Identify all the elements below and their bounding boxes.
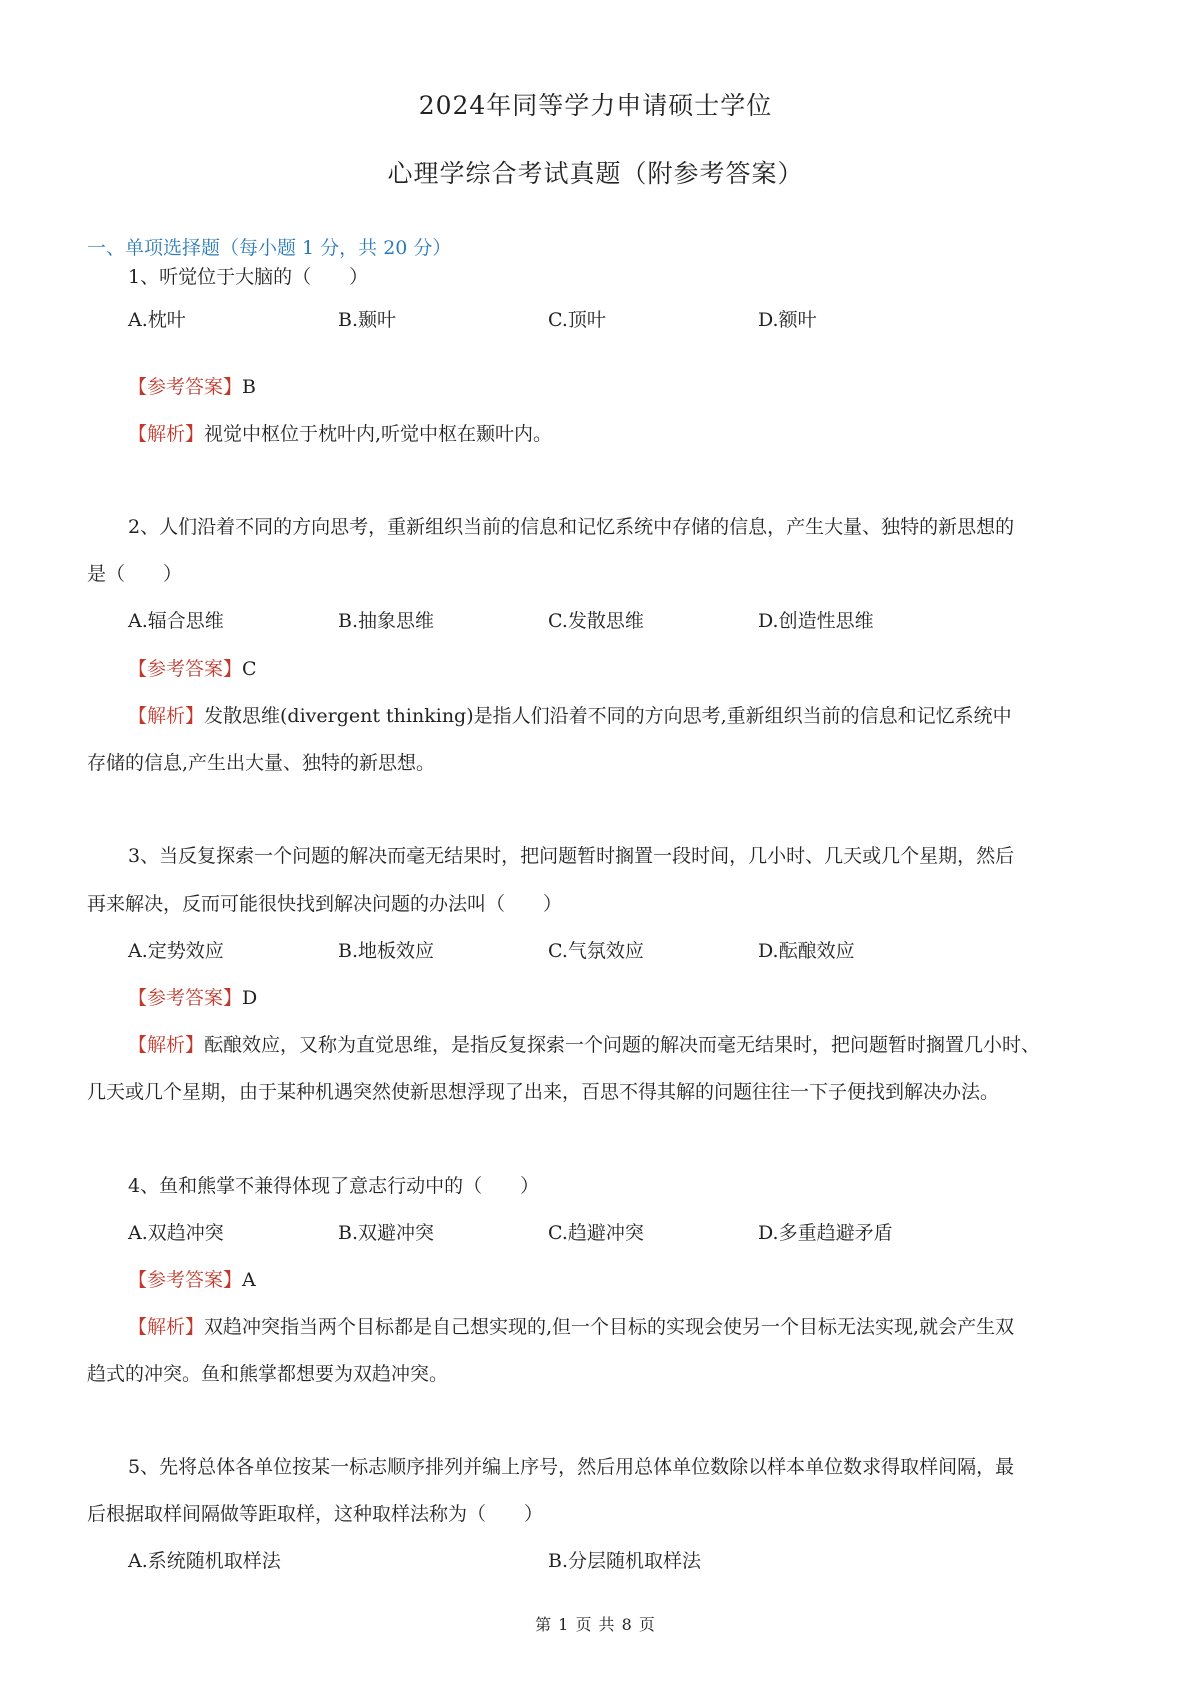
answer-value: D	[242, 987, 258, 1009]
question-5-stem-line-2: 后根据取样间隔做等距取样，这种取样法称为（ ）	[87, 1503, 544, 1525]
question-2-stem-line-1: 2、人们沿着不同的方向思考，重新组织当前的信息和记忆系统中存储的信息，产生大量、独特的新思想的	[128, 516, 1015, 538]
answer-label: 【参考答案】	[128, 1269, 243, 1291]
question-3-option-a: A.定势效应	[128, 940, 224, 962]
question-4-option-a: A.双趋冲突	[128, 1222, 224, 1244]
analysis-text: 双趋冲突指当两个目标都是自己想实现的,但一个目标的实现会使另一个目标无法实现,就会产生双	[204, 1316, 1015, 1338]
question-4-option-d: D.多重趋避矛盾	[758, 1222, 893, 1244]
question-2-analysis-line-1	[128, 701, 1012, 728]
analysis-text: 发散思维(divergent thinking)是指人们沿着不同的方向思考,重新组织当前的信息和记忆系统中	[204, 705, 1012, 727]
analysis-label: 【解析】	[128, 423, 205, 445]
question-2-option-d: D.创造性思维	[758, 610, 874, 632]
question-4-analysis-line-2: 趋式的冲突。鱼和熊掌都想要为双趋冲突。	[87, 1363, 449, 1385]
question-2-answer	[128, 654, 257, 681]
analysis-text: 酝酿效应，又称为直觉思维，是指反复探索一个问题的解决而毫无结果时，把问题暂时搁置几小时、	[204, 1034, 1041, 1056]
answer-value: C	[242, 658, 257, 680]
analysis-text: 视觉中枢位于枕叶内,听觉中枢在颞叶内。	[204, 423, 553, 445]
question-3-answer	[128, 983, 257, 1010]
answer-label: 【参考答案】	[128, 376, 243, 398]
question-1-option-d: D.额叶	[758, 309, 817, 331]
question-1-option-c: C.顶叶	[548, 309, 606, 331]
question-3-analysis-line-2: 几天或几个星期，由于某种机遇突然使新思想浮现了出来，百思不得其解的问题往往一下子便找到解决办法。	[87, 1081, 1000, 1103]
question-1-analysis	[128, 419, 552, 446]
answer-label: 【参考答案】	[128, 658, 243, 680]
question-3-option-c: C.气氛效应	[548, 940, 644, 962]
question-4-analysis-line-1	[128, 1312, 1014, 1339]
question-2-option-c: C.发散思维	[548, 610, 644, 632]
answer-label: 【参考答案】	[128, 987, 243, 1009]
question-2-stem-line-2: 是（ ）	[87, 563, 183, 585]
answer-value: A	[242, 1269, 256, 1291]
question-5-option-b: B.分层随机取样法	[548, 1550, 702, 1572]
document-subtitle: 心理学综合考试真题（附参考答案）	[387, 159, 804, 188]
analysis-label: 【解析】	[128, 1034, 205, 1056]
question-5-stem-line-1: 5、先将总体各单位按某一标志顺序排列并编上序号，然后用总体单位数除以样本单位数求得取样间隔，最	[128, 1456, 1015, 1478]
question-4-option-c: C.趋避冲突	[548, 1222, 644, 1244]
question-1-option-b: B.颞叶	[338, 309, 397, 331]
question-4-answer	[128, 1265, 256, 1292]
question-3-option-b: B.地板效应	[338, 940, 435, 962]
question-3-stem-line-2: 再来解决，反而可能很快找到解决问题的办法叫（ ）	[87, 893, 563, 915]
question-5-option-a: A.系统随机取样法	[128, 1550, 281, 1572]
answer-value: B	[242, 376, 256, 398]
question-3-stem-line-1: 3、当反复探索一个问题的解决而毫无结果时，把问题暂时搁置一段时间，几小时、几天或几个星期，然后	[128, 845, 1015, 867]
page-footer: 第 1 页 共 8 页	[535, 1615, 656, 1634]
question-1-stem: 1、听觉位于大脑的（ ）	[128, 266, 369, 288]
question-2-analysis-line-2: 存储的信息,产生出大量、独特的新思想。	[87, 752, 436, 774]
analysis-label: 【解析】	[128, 1316, 205, 1338]
analysis-label: 【解析】	[128, 705, 205, 727]
question-4-option-b: B.双避冲突	[338, 1222, 435, 1244]
question-2-option-a: A.辐合思维	[128, 610, 224, 632]
question-1-answer	[128, 372, 256, 399]
section-heading: 一、单项选择题（每小题 1 分，共 20 分）	[87, 237, 452, 259]
question-3-option-d: D.酝酿效应	[758, 940, 855, 962]
question-1-option-a: A.枕叶	[128, 309, 186, 331]
question-2-option-b: B.抽象思维	[338, 610, 435, 632]
document-title: 2024年同等学力申请硕士学位	[418, 91, 773, 120]
question-4-stem: 4、鱼和熊掌不兼得体现了意志行动中的（ ）	[128, 1175, 540, 1197]
question-3-analysis-line-1	[128, 1030, 1040, 1057]
